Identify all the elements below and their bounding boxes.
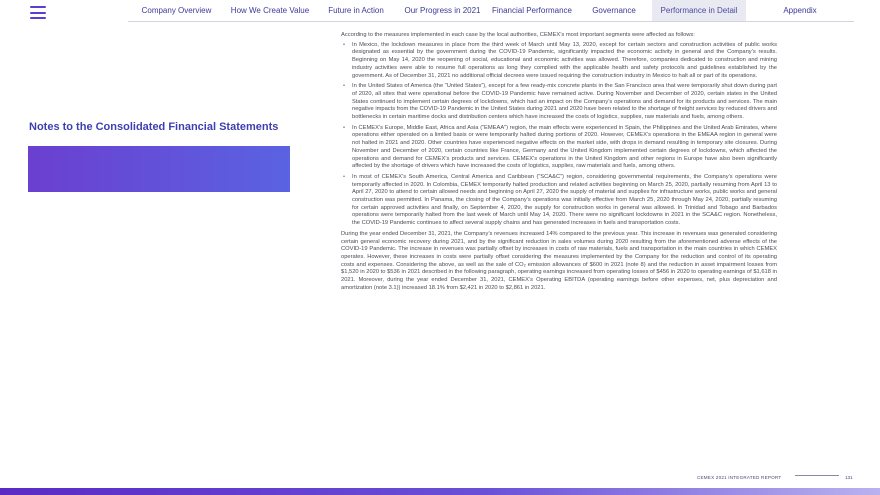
- nav-how-we-create-value[interactable]: How We Create Value: [230, 6, 310, 15]
- bullet-scac: • In most of CEMEX’s South America, Central America and Caribbean (“SCA&C”) region, considering governmental requirements, the Company’s operations were temporarily affected in 2020. In Colombia, CEMEX temporarily halted production and related activities beginning on March 25, 2020, partially resuming from April 13 to April 27, 2020 to attend to certain allowed needs and beginning on April 27, 2020 the supply of material and supplies for infrastructure works, public works and general construction was permitted. In Panama, the closing of the Company’s operations was initially effective from March 25, 2020 through May 24, 2020, partially resuming for certain approved activities and finally, on September 4, 2020, the supply for construction works in general was allowed. In Trinidad and Tobago and Barbados operations were temporarily halted from the last week of March until May 14, 2020. There were no significant lockdowns in 2021 in the SCA&C region. Nonetheless, the COVID-19 Pandemic continues to affect several supply chains and has generated increases in fuels and transportation costs.: [341, 174, 777, 228]
- nav-our-progress-2021[interactable]: Our Progress in 2021: [404, 6, 481, 15]
- bullet-united-states: • In the United States of America (the “United States”), except for a few ready-mix concrete plants in the San Francisco area that were temporarily shut down during part of 2020, all sites that were operational before the COVID-19 Pandemic have remained active. During November and December of 2020, certain states in the United States continued to implement certain degrees of lockdowns, which had an impact on the Company’s operations and demand for its products and services. The main negative impacts from the COVID-19 Pandemic in the United States during 2021 and 2020 have been related to the shortage of freight services by reduced drivers and bottlenecks in certain maritime docks and distribution centers which have increased the costs of logistics, supplies, raw materials and fuels, among others.: [341, 83, 777, 122]
- top-navigation: [128, 0, 854, 22]
- page-number: 131: [845, 475, 853, 480]
- bullet-list: [341, 42, 777, 228]
- menu-icon[interactable]: [30, 6, 46, 20]
- nav-financial-performance[interactable]: Financial Performance: [491, 6, 573, 15]
- body-text: [341, 32, 777, 293]
- footer-divider: [795, 475, 839, 476]
- footer-bar: [0, 488, 880, 495]
- closing-paragraph: During the year ended December 31, 2021, the Company’s revenues increased 14% compared to the previous year. This increase in revenues was generated considering certain general economic recovery during 2021, and by the significant reduction in sales volumes during 2020 resulting from the aforementioned adverse effects of the COVID-19 Pandemic. The increase in revenues was partially offset by increases in costs of raw materials, fuels and transportation in the main countries in which CEMEX operates. However, these increases in costs were partially offset considering the measures implemented by the Company for the reduction and control of its operating costs and expenses. Considering the above, as well as the sale of CO₂ emission allowances of $600 in 2021 (note 8) and the reduction in asset impairment losses from $1,520 in 2020 to $536 in 2021 described in the following paragraph, operating earnings increased from operating losses of $456 in 2020 to operating earnings of $1,618 in 2021. Moreover, during the year ended December 31, 2021, CEMEX’s Operating EBITDA (operating earnings before other expenses, net, plus depreciation and amortization (note 3.1)) increased 18.1% from $2,421 in 2020 to $2,861 in 2021.: [341, 230, 777, 291]
- nav-performance-in-detail[interactable]: Performance in Detail: [652, 0, 746, 21]
- bullet-emeaa: • In CEMEX’s Europe, Middle East, Africa and Asia (“EMEAA”) region, the main effects were experienced in Spain, the Philippines and the United Arab Emirates, where operations either operated on a limited basis or were temporarily halted during portions of 2020. However, CEMEX’s operations in the EMEAA region in general were not halted in 2021 and 2020. Other countries have experienced negative effects on the market side, with drops in demand resulting in temporary site closures. During November and December of 2020, certain countries like France, Germany and the United Kingdom implemented certain degrees of lockdowns, which affected the operations and demand for CEMEX’s products and services. CEMEX’s operations in the United Kingdom and other regions in Europe have also been significantly affected by the shortage of drivers which have increased the costs of logistics, supplies, raw materials and fuels, among others.: [341, 125, 777, 171]
- nav-company-overview[interactable]: Company Overview: [141, 6, 212, 15]
- bullet-mexico: • In Mexico, the lockdown measures in place from the third week of March until May 13, 2020, except for certain sectors and construction activities of public works designated as essential by the government during the COVID-19 Pandemic, significantly impacted the economic activity in general and the Company’s results. Beginning on May 14, 2020 the reopening of social, educational and economic activities was allowed. Therefore, companies dedicated to construction and mining industry activities were able to resume full operations as long they complied with the applicable health and safety protocols and guidelines established by the government. As of December 31, 2021 no additional official decrees were issued requiring the construction industry in Mexico to halt all or part of its operations.: [341, 42, 777, 81]
- intro-paragraph: According to the measures implemented in each case by the local authorities, CEMEX’s most important segments were affected as follows:: [341, 32, 695, 38]
- nav-appendix[interactable]: Appendix: [783, 6, 817, 15]
- section-title: Notes to the Consolidated Financial Statements: [29, 121, 279, 133]
- footer-report-title: CEMEX 2021 INTEGRATED REPORT: [697, 475, 782, 480]
- nav-future-in-action[interactable]: Future in Action: [328, 6, 384, 15]
- nav-governance[interactable]: Governance: [592, 6, 636, 15]
- section-banner: [28, 146, 290, 192]
